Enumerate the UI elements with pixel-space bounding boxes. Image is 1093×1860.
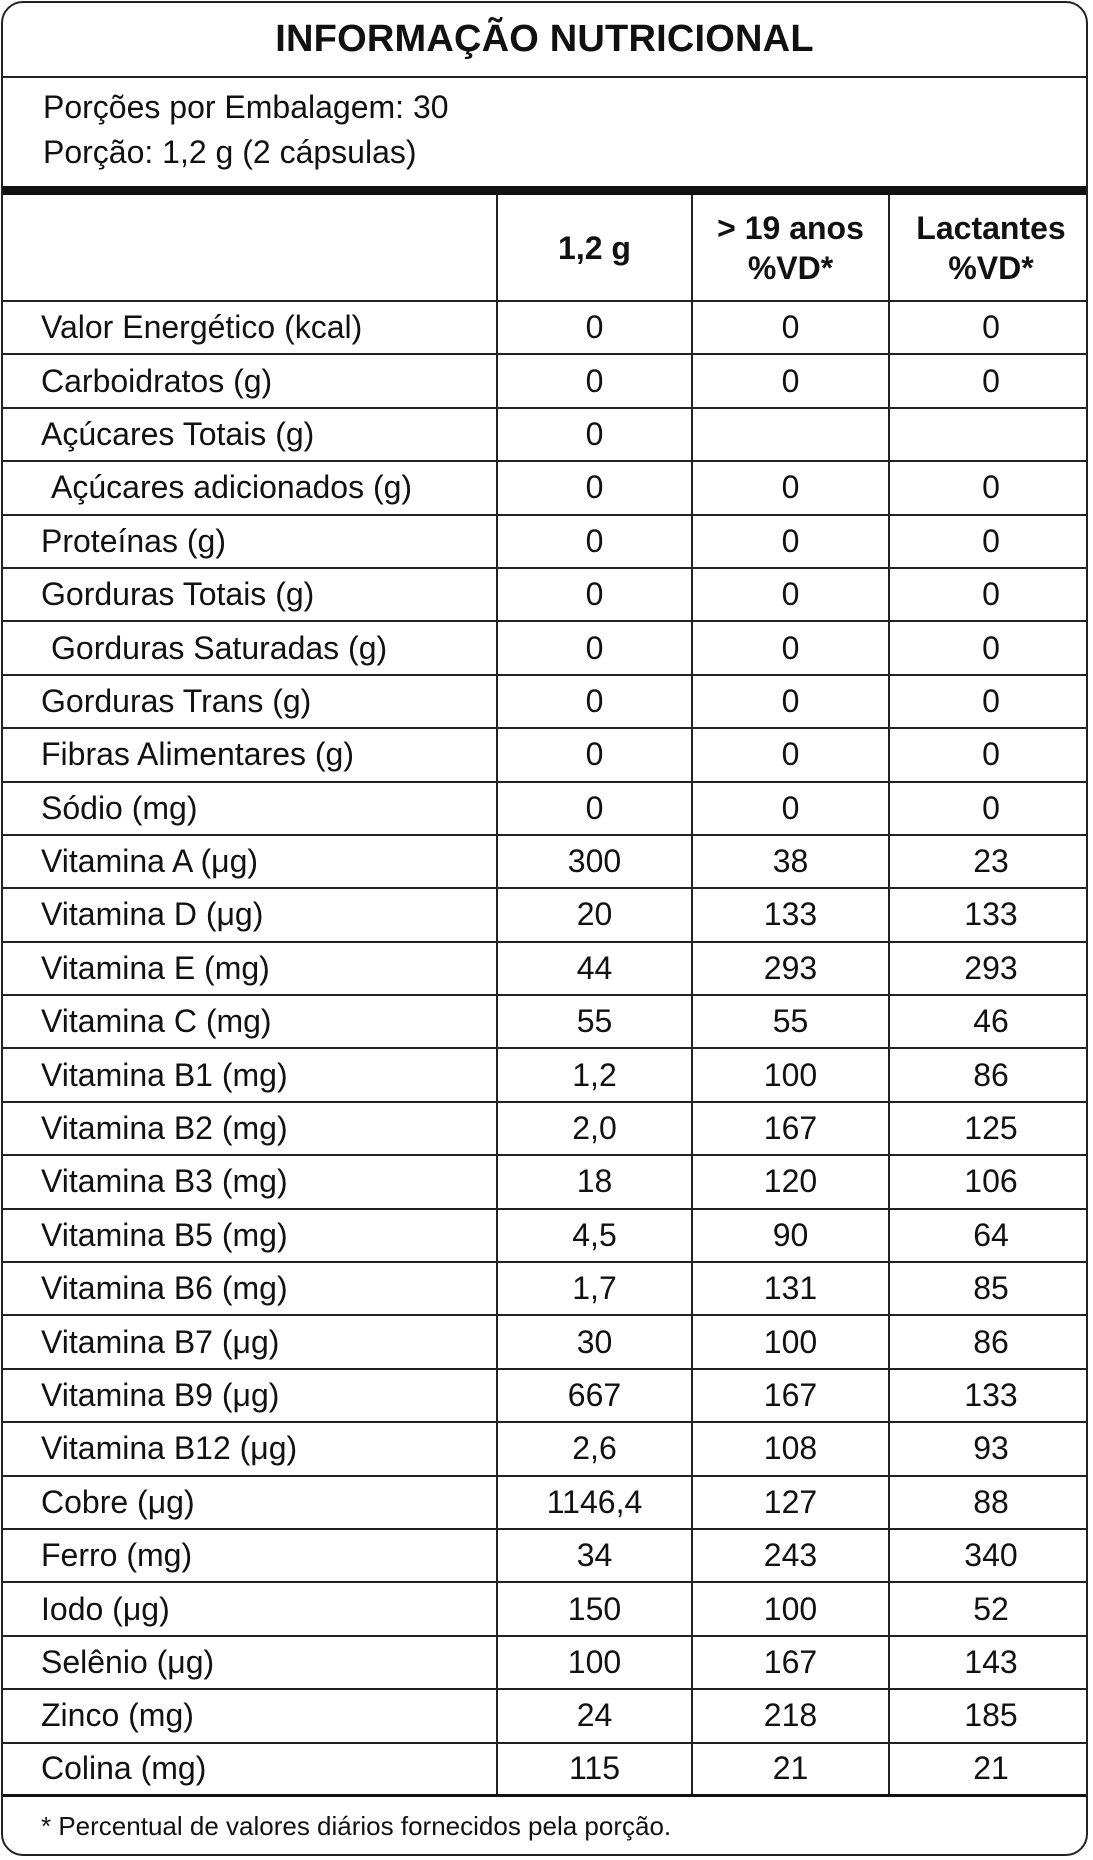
nutrient-vd-lactating: 88 — [889, 1476, 1088, 1529]
nutrient-vd-adults: 21 — [692, 1743, 889, 1796]
nutrient-name: Cobre (μg) — [3, 1476, 497, 1529]
nutrient-vd-adults: 167 — [692, 1102, 889, 1155]
header-lactating-line2: %VD* — [948, 249, 1034, 286]
nutrient-name: Vitamina B1 (mg) — [3, 1048, 497, 1101]
table-row — [3, 1262, 1088, 1315]
table-row — [3, 1476, 1088, 1529]
table-row — [3, 461, 1088, 514]
nutrient-name: Vitamina B3 (mg) — [3, 1155, 497, 1208]
nutrient-vd-lactating: 64 — [889, 1209, 1088, 1262]
nutrient-amount: 20 — [497, 888, 692, 941]
header-amount — [497, 195, 692, 301]
nutrient-rows — [3, 301, 1088, 1796]
nutrient-amount: 0 — [497, 621, 692, 674]
nutrient-amount: 150 — [497, 1582, 692, 1635]
nutrient-amount: 24 — [497, 1689, 692, 1742]
nutrient-name: Vitamina C (mg) — [3, 995, 497, 1048]
nutrient-vd-lactating: 93 — [889, 1422, 1088, 1475]
table-row — [3, 1369, 1088, 1422]
table-row — [3, 1689, 1088, 1742]
nutrient-vd-lactating: 143 — [889, 1636, 1088, 1689]
nutrient-name: Vitamina B5 (mg) — [3, 1209, 497, 1262]
nutrient-amount: 34 — [497, 1529, 692, 1582]
nutrient-amount: 4,5 — [497, 1209, 692, 1262]
nutrient-amount: 0 — [497, 568, 692, 621]
serving-size: Porção: 1,2 g (2 cápsulas) — [43, 134, 417, 170]
nutrient-vd-lactating: 23 — [889, 835, 1088, 888]
header-adults-line2: %VD* — [747, 249, 834, 286]
nutrient-name: Sódio (mg) — [3, 782, 497, 835]
nutrient-name: Colina (mg) — [3, 1743, 497, 1796]
nutrient-name: Vitamina B2 (mg) — [3, 1102, 497, 1155]
nutrient-vd-adults: 120 — [692, 1155, 889, 1208]
nutrient-vd-adults: 38 — [692, 835, 889, 888]
nutrient-name: Carboidratos (g) — [3, 354, 497, 407]
nutrient-name: Açúcares adicionados (g) — [3, 461, 497, 514]
table-row — [3, 301, 1088, 354]
header-amount-label: 1,2 g — [558, 229, 631, 266]
nutrient-vd-adults: 131 — [692, 1262, 889, 1315]
table-row — [3, 1743, 1088, 1796]
nutrient-name: Zinco (mg) — [3, 1689, 497, 1742]
nutrient-name: Vitamina D (μg) — [3, 888, 497, 941]
nutrient-vd-lactating: 125 — [889, 1102, 1088, 1155]
header-lactating-vd — [889, 195, 1088, 301]
nutrient-name: Vitamina A (μg) — [3, 835, 497, 888]
table-header-row — [3, 195, 1088, 301]
nutrient-vd-lactating: 0 — [889, 675, 1088, 728]
nutrient-vd-lactating: 21 — [889, 1743, 1088, 1796]
nutrient-vd-lactating: 0 — [889, 461, 1088, 514]
nutrient-vd-lactating: 293 — [889, 942, 1088, 995]
nutrient-amount: 30 — [497, 1315, 692, 1368]
nutrient-vd-adults: 167 — [692, 1369, 889, 1422]
nutrient-name: Selênio (μg) — [3, 1636, 497, 1689]
nutrient-name: Açúcares Totais (g) — [3, 408, 497, 461]
table-row — [3, 568, 1088, 621]
header-adults-line1: > 19 anos — [717, 209, 864, 246]
table-row — [3, 1636, 1088, 1689]
nutrient-vd-lactating: 0 — [889, 782, 1088, 835]
nutrient-vd-lactating: 133 — [889, 888, 1088, 941]
nutrient-name: Vitamina E (mg) — [3, 942, 497, 995]
nutrient-vd-adults: 167 — [692, 1636, 889, 1689]
nutrient-name: Vitamina B9 (μg) — [3, 1369, 497, 1422]
nutrient-vd-adults: 100 — [692, 1048, 889, 1101]
nutrient-vd-adults: 0 — [692, 621, 889, 674]
nutrient-vd-lactating — [889, 408, 1088, 461]
nutrient-name: Vitamina B12 (μg) — [3, 1422, 497, 1475]
nutrient-name: Gorduras Totais (g) — [3, 568, 497, 621]
nutrient-vd-adults: 0 — [692, 515, 889, 568]
table-row — [3, 354, 1088, 407]
nutrient-vd-adults: 55 — [692, 995, 889, 1048]
table-row — [3, 942, 1088, 995]
nutrient-vd-lactating: 106 — [889, 1155, 1088, 1208]
nutrient-vd-adults: 133 — [692, 888, 889, 941]
nutrition-table — [3, 195, 1088, 1797]
table-row — [3, 1422, 1088, 1475]
nutrient-vd-adults: 0 — [692, 675, 889, 728]
nutrient-vd-lactating: 86 — [889, 1048, 1088, 1101]
nutrient-vd-adults: 218 — [692, 1689, 889, 1742]
nutrient-vd-adults: 293 — [692, 942, 889, 995]
nutrient-vd-lactating: 133 — [889, 1369, 1088, 1422]
nutrient-amount: 667 — [497, 1369, 692, 1422]
nutrient-name: Iodo (μg) — [3, 1582, 497, 1635]
nutrient-vd-adults: 0 — [692, 728, 889, 781]
nutrient-amount: 0 — [497, 728, 692, 781]
nutrient-vd-adults: 90 — [692, 1209, 889, 1262]
nutrient-vd-lactating: 0 — [889, 301, 1088, 354]
table-row — [3, 888, 1088, 941]
table-row — [3, 675, 1088, 728]
nutrient-name: Fibras Alimentares (g) — [3, 728, 497, 781]
nutrient-vd-lactating: 52 — [889, 1582, 1088, 1635]
nutrient-amount: 0 — [497, 515, 692, 568]
table-row — [3, 1582, 1088, 1635]
header-nutrient-blank — [3, 195, 497, 301]
nutrient-name: Gorduras Trans (g) — [3, 675, 497, 728]
table-row — [3, 515, 1088, 568]
nutrient-amount: 115 — [497, 1743, 692, 1796]
label-title: INFORMAÇÃO NUTRICIONAL — [3, 3, 1086, 78]
table-row — [3, 1102, 1088, 1155]
nutrient-amount: 100 — [497, 1636, 692, 1689]
table-row — [3, 728, 1088, 781]
nutrient-vd-lactating: 0 — [889, 515, 1088, 568]
nutrient-vd-adults: 108 — [692, 1422, 889, 1475]
nutrient-amount: 1,2 — [497, 1048, 692, 1101]
servings-per-package: Porções por Embalagem: 30 — [43, 89, 449, 125]
nutrient-amount: 0 — [497, 782, 692, 835]
nutrient-vd-lactating: 0 — [889, 354, 1088, 407]
nutrient-vd-adults: 243 — [692, 1529, 889, 1582]
nutrient-vd-adults: 100 — [692, 1315, 889, 1368]
table-row — [3, 408, 1088, 461]
table-row — [3, 1155, 1088, 1208]
table-row — [3, 1048, 1088, 1101]
nutrient-amount: 18 — [497, 1155, 692, 1208]
table-row — [3, 995, 1088, 1048]
nutrition-label — [1, 1, 1088, 1856]
nutrient-vd-lactating: 340 — [889, 1529, 1088, 1582]
nutrient-vd-lactating: 0 — [889, 621, 1088, 674]
nutrient-amount: 44 — [497, 942, 692, 995]
nutrient-name: Vitamina B6 (mg) — [3, 1262, 497, 1315]
nutrient-name: Valor Energético (kcal) — [3, 301, 497, 354]
nutrient-amount: 1146,4 — [497, 1476, 692, 1529]
nutrient-amount: 0 — [497, 675, 692, 728]
nutrient-vd-lactating: 85 — [889, 1262, 1088, 1315]
table-row — [3, 782, 1088, 835]
nutrient-vd-adults: 0 — [692, 782, 889, 835]
nutrient-vd-lactating: 46 — [889, 995, 1088, 1048]
nutrient-name: Gorduras Saturadas (g) — [3, 621, 497, 674]
table-row — [3, 1529, 1088, 1582]
nutrient-amount: 300 — [497, 835, 692, 888]
nutrient-amount: 0 — [497, 461, 692, 514]
nutrient-vd-lactating: 0 — [889, 728, 1088, 781]
nutrient-vd-adults: 0 — [692, 354, 889, 407]
nutrient-vd-adults — [692, 408, 889, 461]
nutrient-amount: 55 — [497, 995, 692, 1048]
header-adults-vd — [692, 195, 889, 301]
table-row — [3, 835, 1088, 888]
footnote: * Percentual de valores diários fornecidos pela porção. — [41, 1811, 672, 1841]
nutrient-vd-lactating: 185 — [889, 1689, 1088, 1742]
nutrient-amount: 0 — [497, 408, 692, 461]
nutrient-amount: 0 — [497, 354, 692, 407]
nutrient-vd-lactating: 0 — [889, 568, 1088, 621]
serving-info — [43, 85, 449, 175]
nutrient-vd-adults: 0 — [692, 461, 889, 514]
nutrient-amount: 2,6 — [497, 1422, 692, 1475]
nutrient-vd-adults: 100 — [692, 1582, 889, 1635]
nutrient-vd-adults: 0 — [692, 568, 889, 621]
table-row — [3, 1315, 1088, 1368]
nutrient-vd-adults: 127 — [692, 1476, 889, 1529]
nutrient-amount: 1,7 — [497, 1262, 692, 1315]
header-lactating-line1: Lactantes — [916, 209, 1066, 246]
nutrient-name: Proteínas (g) — [3, 515, 497, 568]
nutrient-name: Vitamina B7 (μg) — [3, 1315, 497, 1368]
nutrient-vd-adults: 0 — [692, 301, 889, 354]
nutrient-name: Ferro (mg) — [3, 1529, 497, 1582]
table-row — [3, 621, 1088, 674]
table-row — [3, 1209, 1088, 1262]
nutrient-amount: 0 — [497, 301, 692, 354]
thick-divider — [3, 186, 1086, 195]
nutrient-amount: 2,0 — [497, 1102, 692, 1155]
nutrient-vd-lactating: 86 — [889, 1315, 1088, 1368]
